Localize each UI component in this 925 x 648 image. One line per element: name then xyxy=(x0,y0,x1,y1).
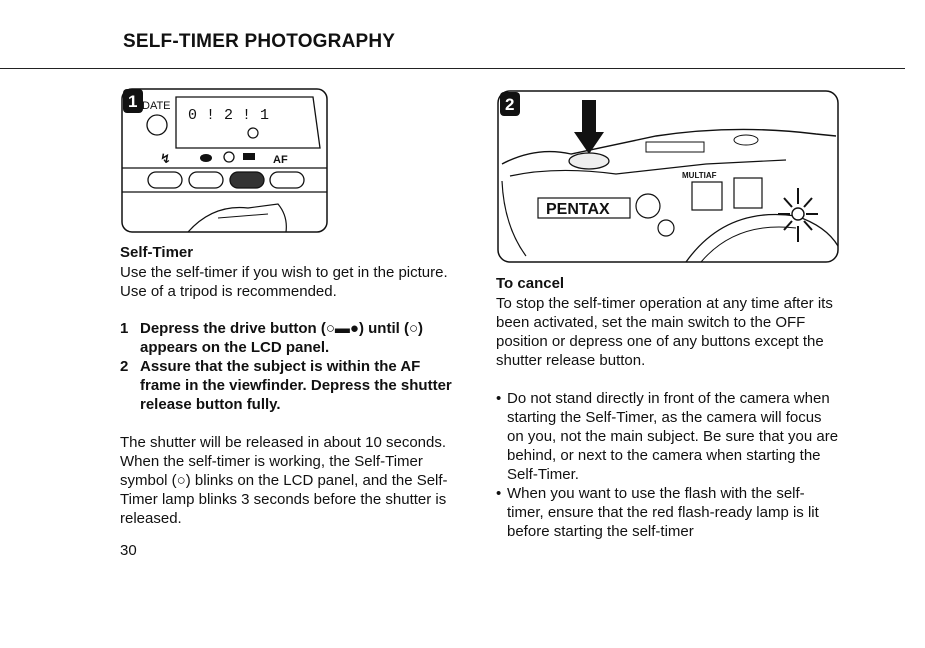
list-item: • Do not stand directly in front of the camera when starting the Self-Timer, as the camera will focus on you, not the main subject. Be sure that you are behind, or next to the camera when starting the Self-Timer. xyxy=(496,389,841,484)
lcd-digits: 0 ! 2 ! 1 xyxy=(188,107,270,124)
instruction-steps xyxy=(120,319,465,414)
camera-shutter-illustration xyxy=(496,86,842,264)
caution-list xyxy=(496,389,841,541)
list-item-text: Do not stand directly in front of the camera when starting the Self-Timer, as the camera will focus on you, not the main subject. Be sure that you are behind, or next to the camera when starting the Self-Timer. xyxy=(507,390,839,483)
svg-text:↯: ↯ xyxy=(160,152,171,167)
page-title: SELF-TIMER PHOTOGRAPHY xyxy=(123,31,396,52)
step-text: Depress the drive button (○▬●) until (○) appears on the LCD panel. xyxy=(140,320,424,356)
list-item-text: When you want to use the flash with the self-timer, ensure that the red flash-ready lamp is lit before starting the self-timer xyxy=(507,485,819,540)
model-label: MULTIAF xyxy=(682,171,717,180)
section-subtitle: Self-Timer xyxy=(120,244,194,261)
timing-paragraph: The shutter will be released in about 10 seconds. When the self-timer is working, the Self-Timer symbol (○) blinks on the LCD panel, and the Self-Timer lamp blinks 3 seconds before the shutter is released. xyxy=(120,434,448,527)
step-number: 2 xyxy=(120,358,129,375)
af-label: AF xyxy=(273,154,288,166)
page-number: 30 xyxy=(120,542,137,559)
cancel-title: To cancel xyxy=(496,275,565,292)
date-label: DATE xyxy=(142,100,171,112)
cancel-paragraph: To stop the self-timer operation at any time after its been activated, set the main switch to the OFF position or depress one of any buttons except the shutter release button. xyxy=(496,295,833,369)
intro-paragraph: Use the self-timer if you wish to get in the picture. Use of a tripod is recommended. xyxy=(120,264,448,300)
step-number: 1 xyxy=(120,320,129,337)
press-arrow xyxy=(582,100,596,134)
brand-label: PENTAX xyxy=(546,201,610,218)
step-item xyxy=(120,357,465,414)
list-item: • When you want to use the flash with the self-timer, ensure that the red flash-ready lamp is lit before starting the self-timer xyxy=(496,484,841,541)
drive-button xyxy=(230,172,264,188)
step-item xyxy=(120,319,465,357)
header-divider xyxy=(0,68,905,69)
lcd-panel-illustration xyxy=(118,86,332,236)
figure-number-text: 2 xyxy=(505,95,515,114)
figure-number-text: 1 xyxy=(128,92,138,111)
step-text: Assure that the subject is within the AF frame in the viewfinder. Depress the shutter release button fully. xyxy=(140,358,452,413)
